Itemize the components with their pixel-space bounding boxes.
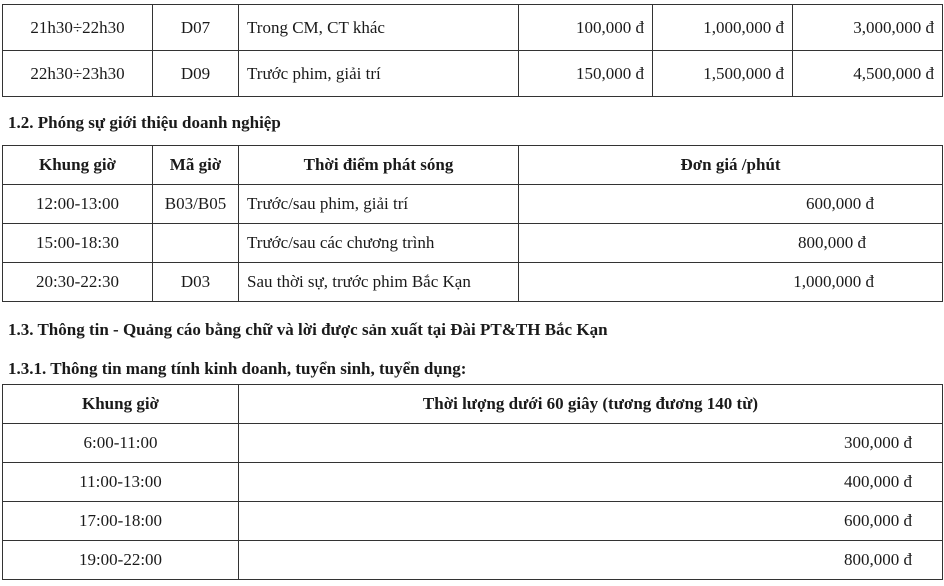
time-slot-cell: 11:00-13:00 [3, 463, 239, 502]
price-cell: 800,000 đ [519, 224, 943, 263]
table-row [3, 541, 943, 580]
slot-code-cell: D09 [153, 51, 239, 97]
price-cell: 3,000,000 đ [793, 5, 943, 51]
text-ad-price-table [2, 384, 943, 580]
table-row [3, 51, 943, 97]
price-cell: 4,500,000 đ [793, 51, 943, 97]
section-heading-1-3-1: 1.3.1. Thông tin mang tính kinh doanh, tuyển sinh, tuyển dụng: [8, 359, 467, 378]
time-slot-cell: 20:30-22:30 [3, 263, 153, 302]
time-slot-cell: 12:00-13:00 [3, 185, 153, 224]
airtime-price-table [2, 4, 943, 97]
table-header-row [3, 385, 943, 424]
price-cell: 800,000 đ [239, 541, 943, 580]
price-cell: 600,000 đ [519, 185, 943, 224]
time-slot-cell: 17:00-18:00 [3, 502, 239, 541]
table-row [3, 263, 943, 302]
column-header: Đơn giá /phút [519, 146, 943, 185]
table-header-row [3, 146, 943, 185]
slot-code-cell: D03 [153, 263, 239, 302]
price-cell: 1,000,000 đ [519, 263, 943, 302]
column-header: Khung giờ [3, 385, 239, 424]
column-header: Thời điểm phát sóng [239, 146, 519, 185]
time-slot-cell: 15:00-18:30 [3, 224, 153, 263]
table-row [3, 185, 943, 224]
column-header: Mã giờ [153, 146, 239, 185]
slot-code-cell [153, 224, 239, 263]
table-row [3, 5, 943, 51]
table-row [3, 424, 943, 463]
price-cell: 400,000 đ [239, 463, 943, 502]
price-cell: 1,500,000 đ [653, 51, 793, 97]
section-heading-1-2: 1.2. Phóng sự giới thiệu doanh nghiệp [8, 113, 281, 132]
price-cell: 100,000 đ [519, 5, 653, 51]
table-row [3, 463, 943, 502]
price-cell: 300,000 đ [239, 424, 943, 463]
section-heading-1-3: 1.3. Thông tin - Quảng cáo bằng chữ và lời được sản xuất tại Đài PT&TH Bắc Kạn [8, 320, 608, 339]
price-cell: 150,000 đ [519, 51, 653, 97]
time-slot-cell: 6:00-11:00 [3, 424, 239, 463]
price-cell: 1,000,000 đ [653, 5, 793, 51]
column-header: Khung giờ [3, 146, 153, 185]
price-cell: 600,000 đ [239, 502, 943, 541]
table-row [3, 502, 943, 541]
business-report-price-table [2, 145, 943, 302]
time-slot-cell: 19:00-22:00 [3, 541, 239, 580]
broadcast-moment-cell: Trước/sau phim, giải trí [239, 185, 519, 224]
time-slot-cell: 22h30÷23h30 [3, 51, 153, 97]
slot-description-cell: Trong CM, CT khác [239, 5, 519, 51]
slot-code-cell: B03/B05 [153, 185, 239, 224]
broadcast-moment-cell: Trước/sau các chương trình [239, 224, 519, 263]
slot-code-cell: D07 [153, 5, 239, 51]
table-row [3, 224, 943, 263]
time-slot-cell: 21h30÷22h30 [3, 5, 153, 51]
slot-description-cell: Trước phim, giải trí [239, 51, 519, 97]
column-header: Thời lượng dưới 60 giây (tương đương 140 từ) [239, 385, 943, 424]
broadcast-moment-cell: Sau thời sự, trước phim Bắc Kạn [239, 263, 519, 302]
